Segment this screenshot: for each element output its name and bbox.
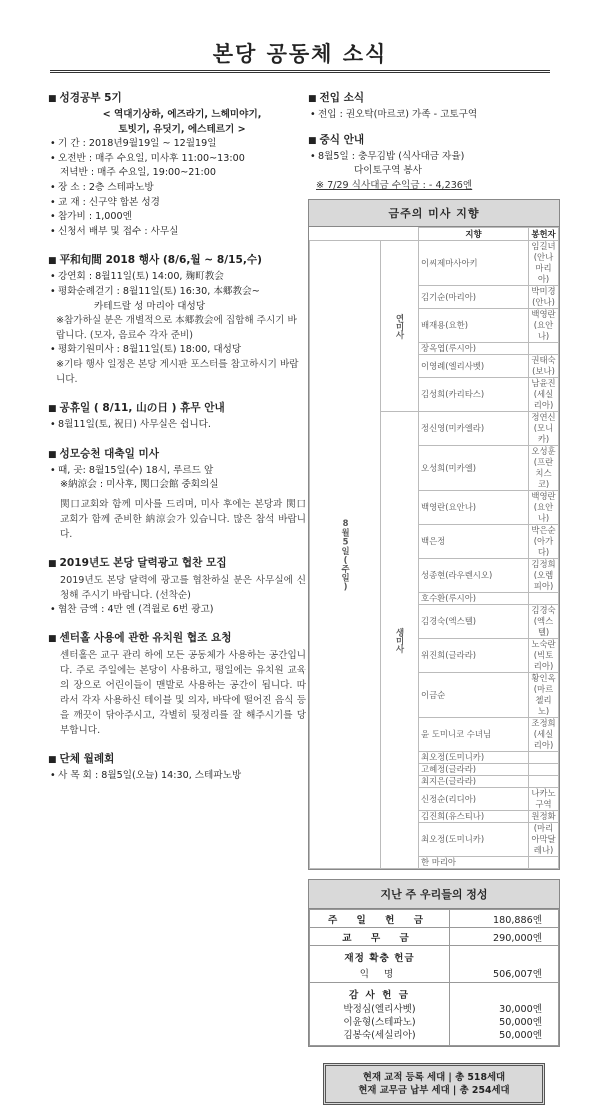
mass-intention-box [308, 199, 560, 870]
group-meeting-section [48, 751, 306, 784]
mass-donor: 백영란(요안나) [529, 309, 559, 343]
registration-summary [323, 1063, 545, 1105]
mass-donor [529, 857, 559, 869]
mass-intent: 위진희(글라라) [419, 639, 529, 673]
bible-subtitle-1: < 역대기상하, 에즈라기, 느헤미야기, [102, 109, 262, 120]
peace-mass: • 평화기원미사 : 8월11일(토) 18:00, 대성당 [48, 343, 306, 358]
assumption-time: • 때, 곳: 8월15일(수) 18시, 루르드 앞 [48, 464, 306, 479]
col-donor: 봉헌자 [529, 228, 559, 241]
section-heading: ■ 단체 월례회 [48, 753, 115, 766]
holiday-section [48, 400, 306, 433]
mass-intent: 배재용(요한) [419, 309, 529, 343]
assumption-section [48, 446, 306, 542]
mass-donor: 노숙란(빅토리아) [529, 639, 559, 673]
mass-donor: 박미경(안나) [529, 286, 559, 309]
mass-donor: 황인옥(마르첼리노) [529, 673, 559, 718]
mass-intent: 성종현(라우렌시오) [419, 559, 529, 593]
transfer-section [308, 90, 560, 123]
mass-intent: 오성희(미카엘) [419, 446, 529, 491]
mass-intent: 백영란(요안나) [419, 491, 529, 525]
mass-donor [529, 776, 559, 788]
bible-textbook: • 교 재 : 신구약 합본 성경 [48, 196, 306, 211]
bible-subtitle-2: 토빗기, 유딧기, 에스테르기 > [118, 123, 246, 135]
offering-box [308, 879, 560, 1047]
calendar-amount: • 협찬 금액 : 4만 엔 (격월로 6번 광고) [48, 603, 306, 618]
peace-walk-dest: 카테드랄 성 마리아 대성당 [94, 300, 206, 312]
mass-intent: 최지은(글라라) [419, 776, 529, 788]
mass-intent: 호수환(루시아) [419, 593, 529, 605]
peace-note-2: ※기타 행사 일정은 본당 게시판 포스터를 참고하시기 바랍니다. [56, 358, 299, 385]
mass-date-label: 8월5일(주일) [310, 241, 381, 869]
mass-intention-table [309, 227, 559, 869]
anonymous-label: 익 명 [359, 969, 400, 981]
mass-donor: 임길녀(안나마리아) [529, 241, 559, 286]
cheongyo-label: 교 무 금 [310, 928, 450, 946]
mass-intent: 윤 도미니코 수녀님 [419, 718, 529, 752]
building-fund-amount: 506,007엔 [450, 946, 559, 983]
calendar-desc: 2019년도 본당 달력에 광고를 협찬하실 분은 사무실에 신청해 주시기 바랍니다. (선착순) [60, 574, 306, 601]
peace-event-section [48, 252, 306, 387]
center-hall-desc: 센터홀은 교구 관리 하에 모든 공동체가 사용하는 공간입니다. 주로 주일에는 본당이 사용하고, 평일에는 유치원 교육의 장으로 어린이들이 맨발로 사용하는 공간이 됩니다. 따라서 각자 사용하신 테이블 및 의자, 바닥에 떨어진 음식 등을 깨끗이 닦아주시고, 각별히 뒷정리를 잘 해주시기를 당부합니다. [60, 650, 306, 737]
bible-place: • 장 소 : 2층 스테파노방 [48, 181, 306, 196]
lunch-service: 다이토구역 봉사 [354, 165, 422, 177]
bible-period: • 기 간 : 2018년9월19일 ~ 12월19일 [48, 137, 306, 152]
mass-donor: 김정희(오렘피아) [529, 559, 559, 593]
holiday-note: • 8월11일(토, 祝日) 사무실은 쉽니다. [48, 418, 306, 433]
bible-evening: 저녁반 : 매주 수요일, 19:00~21:00 [60, 167, 216, 179]
thanks-amount: 30,000엔 [499, 1004, 542, 1016]
bible-application: • 신청서 배부 및 접수 : 사무실 [48, 225, 306, 240]
mass-intent: 김기순(마리아) [419, 286, 529, 309]
mass-intent: 한 마리아 [419, 857, 529, 869]
thanks-donor: 박정심(엘리사벳) [343, 1004, 416, 1016]
mass-intent: 김경숙(엑스텔) [419, 605, 529, 639]
mass-donor: 김경숙(엑스텔) [529, 605, 559, 639]
sunday-offering-label: 주 일 헌 금 [310, 910, 450, 928]
cheongyo-amount: 290,000엔 [450, 928, 559, 946]
section-heading: ■ 성경공부 5기 [48, 92, 122, 104]
mass-intent: 김성희(카리타스) [419, 378, 529, 412]
mass-intention-heading: 금주의 미사 지향 [309, 200, 559, 227]
requiem-mass-label: 연미사 [381, 241, 419, 412]
title-divider [50, 70, 550, 73]
mass-donor: 나카노구역 [529, 788, 559, 811]
mass-intent: 김진희(유스티나) [419, 811, 529, 823]
assumption-social: ※納涼会 : 미사후, 関口会館 중회의실 [60, 479, 219, 491]
offering-table [309, 909, 559, 1046]
bible-study-section [48, 90, 306, 239]
section-heading: ■ 平和旬間 2018 행사 (8/6,월 ~ 8/15,수) [48, 254, 262, 267]
lunch-revenue: ※ 7/29 식사대금 수익금 : - 4,236엔 [316, 179, 473, 191]
mass-donor: 정연신(모니카) [529, 412, 559, 446]
mass-donor [529, 343, 559, 355]
mass-donor: 오성훈(프란치스코) [529, 446, 559, 491]
col-intent: 지향 [419, 228, 529, 241]
section-heading: ■ 전입 소식 [308, 92, 365, 104]
sunday-offering-amount: 180,886엔 [450, 910, 559, 928]
mass-intent: 최오정(도미니카) [419, 823, 529, 857]
section-heading: ■ 센터홀 사용에 관한 유치원 협조 요청 [48, 632, 232, 645]
mass-row [310, 241, 559, 286]
group-meeting-item: • 사 목 회 : 8월5일(오늘) 14:30, 스테파노방 [48, 769, 306, 784]
left-column [48, 90, 306, 797]
mass-donor [529, 764, 559, 776]
living-mass-label: 생미사 [381, 412, 419, 869]
mass-donor: 박은순(아가다) [529, 525, 559, 559]
mass-donor: 조정희(세실리아) [529, 718, 559, 752]
section-heading: ■ 중식 안내 [308, 133, 365, 146]
bible-morning: • 오전반 : 매주 수요일, 미사후 11:00~13:00 [48, 152, 306, 167]
thanks-donor: 김봉숙(세실리아) [343, 1030, 416, 1042]
offering-heading: 지난 주 우리들의 정성 [309, 880, 559, 909]
mass-intent: 백은정 [419, 525, 529, 559]
section-heading: ■ 2019년도 본당 달력광고 협찬 모집 [48, 556, 227, 569]
right-column [308, 90, 560, 1105]
calendar-ad-section [48, 555, 306, 618]
mass-donor [529, 593, 559, 605]
mass-donor: (마리아막달레나) [529, 823, 559, 857]
thanks-amount: 50,000엔 [499, 1017, 542, 1029]
thanks-amount: 50,000엔 [499, 1030, 542, 1042]
center-hall-section [48, 630, 306, 738]
mass-donor: 남윤진(세실리아) [529, 378, 559, 412]
paying-households: 현재 교무금 납부 세대 | 총 254세대 [358, 1085, 510, 1097]
mass-intent: 이영례(엘리사벳) [419, 355, 529, 378]
section-heading: ■ 성모승천 대축일 미사 [48, 447, 159, 460]
mass-intent: 최오정(도미니카) [419, 752, 529, 764]
page-title: 본당 공동체 소식 [212, 42, 388, 66]
registered-households: 현재 교적 등록 세대 | 총 518세대 [362, 1072, 506, 1084]
peace-note: ※참가하실 분은 개별적으로 本郷教会에 집합해 주시기 바랍니다. (모자, 음료수 각자 준비) [56, 315, 297, 341]
transfer-item: • 전입 : 권오탁(마르코) 가족 - 고토구역 [308, 108, 560, 123]
mass-intent: 고혜정(글라라) [419, 764, 529, 776]
thanks-offering-label: 감 사 헌 금 [348, 990, 411, 1002]
mass-donor: 백영란(요안나) [529, 491, 559, 525]
lunch-menu: • 8월5일 : 충무김밥 (식사대금 자율) [308, 150, 560, 165]
thanks-donor: 이윤형(스테파노) [343, 1017, 416, 1029]
mass-intent: 장옥엽(루시아) [419, 343, 529, 355]
mass-intent: 정신영(미카엘라) [419, 412, 529, 446]
bible-fee: • 참가비 : 1,000엔 [48, 210, 306, 225]
peace-lecture: • 강연회 : 8월11일(토) 14:00, 麹町教会 [48, 270, 306, 285]
mass-donor: 권태숙(보나) [529, 355, 559, 378]
section-heading: ■ 공휴일 ( 8/11, 山の日 ) 휴무 안내 [48, 402, 225, 415]
mass-intent: 이씨제마사아키 [419, 241, 529, 286]
mass-intent: 이금순 [419, 673, 529, 718]
mass-donor: 원정화 [529, 811, 559, 823]
mass-intent: 신정순(리디아) [419, 788, 529, 811]
lunch-section [308, 132, 560, 194]
mass-donor [529, 752, 559, 764]
peace-walk: • 평화순례걷기 : 8월11일(토) 16:30, 本郷教会~ [48, 285, 306, 300]
assumption-desc: 関口교회와 함께 미사를 드리며, 미사 후에는 본당과 関口교회가 함께 준비한 納涼会가 있습니다. 많은 참석 바랍니다. [60, 498, 306, 540]
building-fund-label: 재정 확충 헌금 [344, 953, 415, 965]
